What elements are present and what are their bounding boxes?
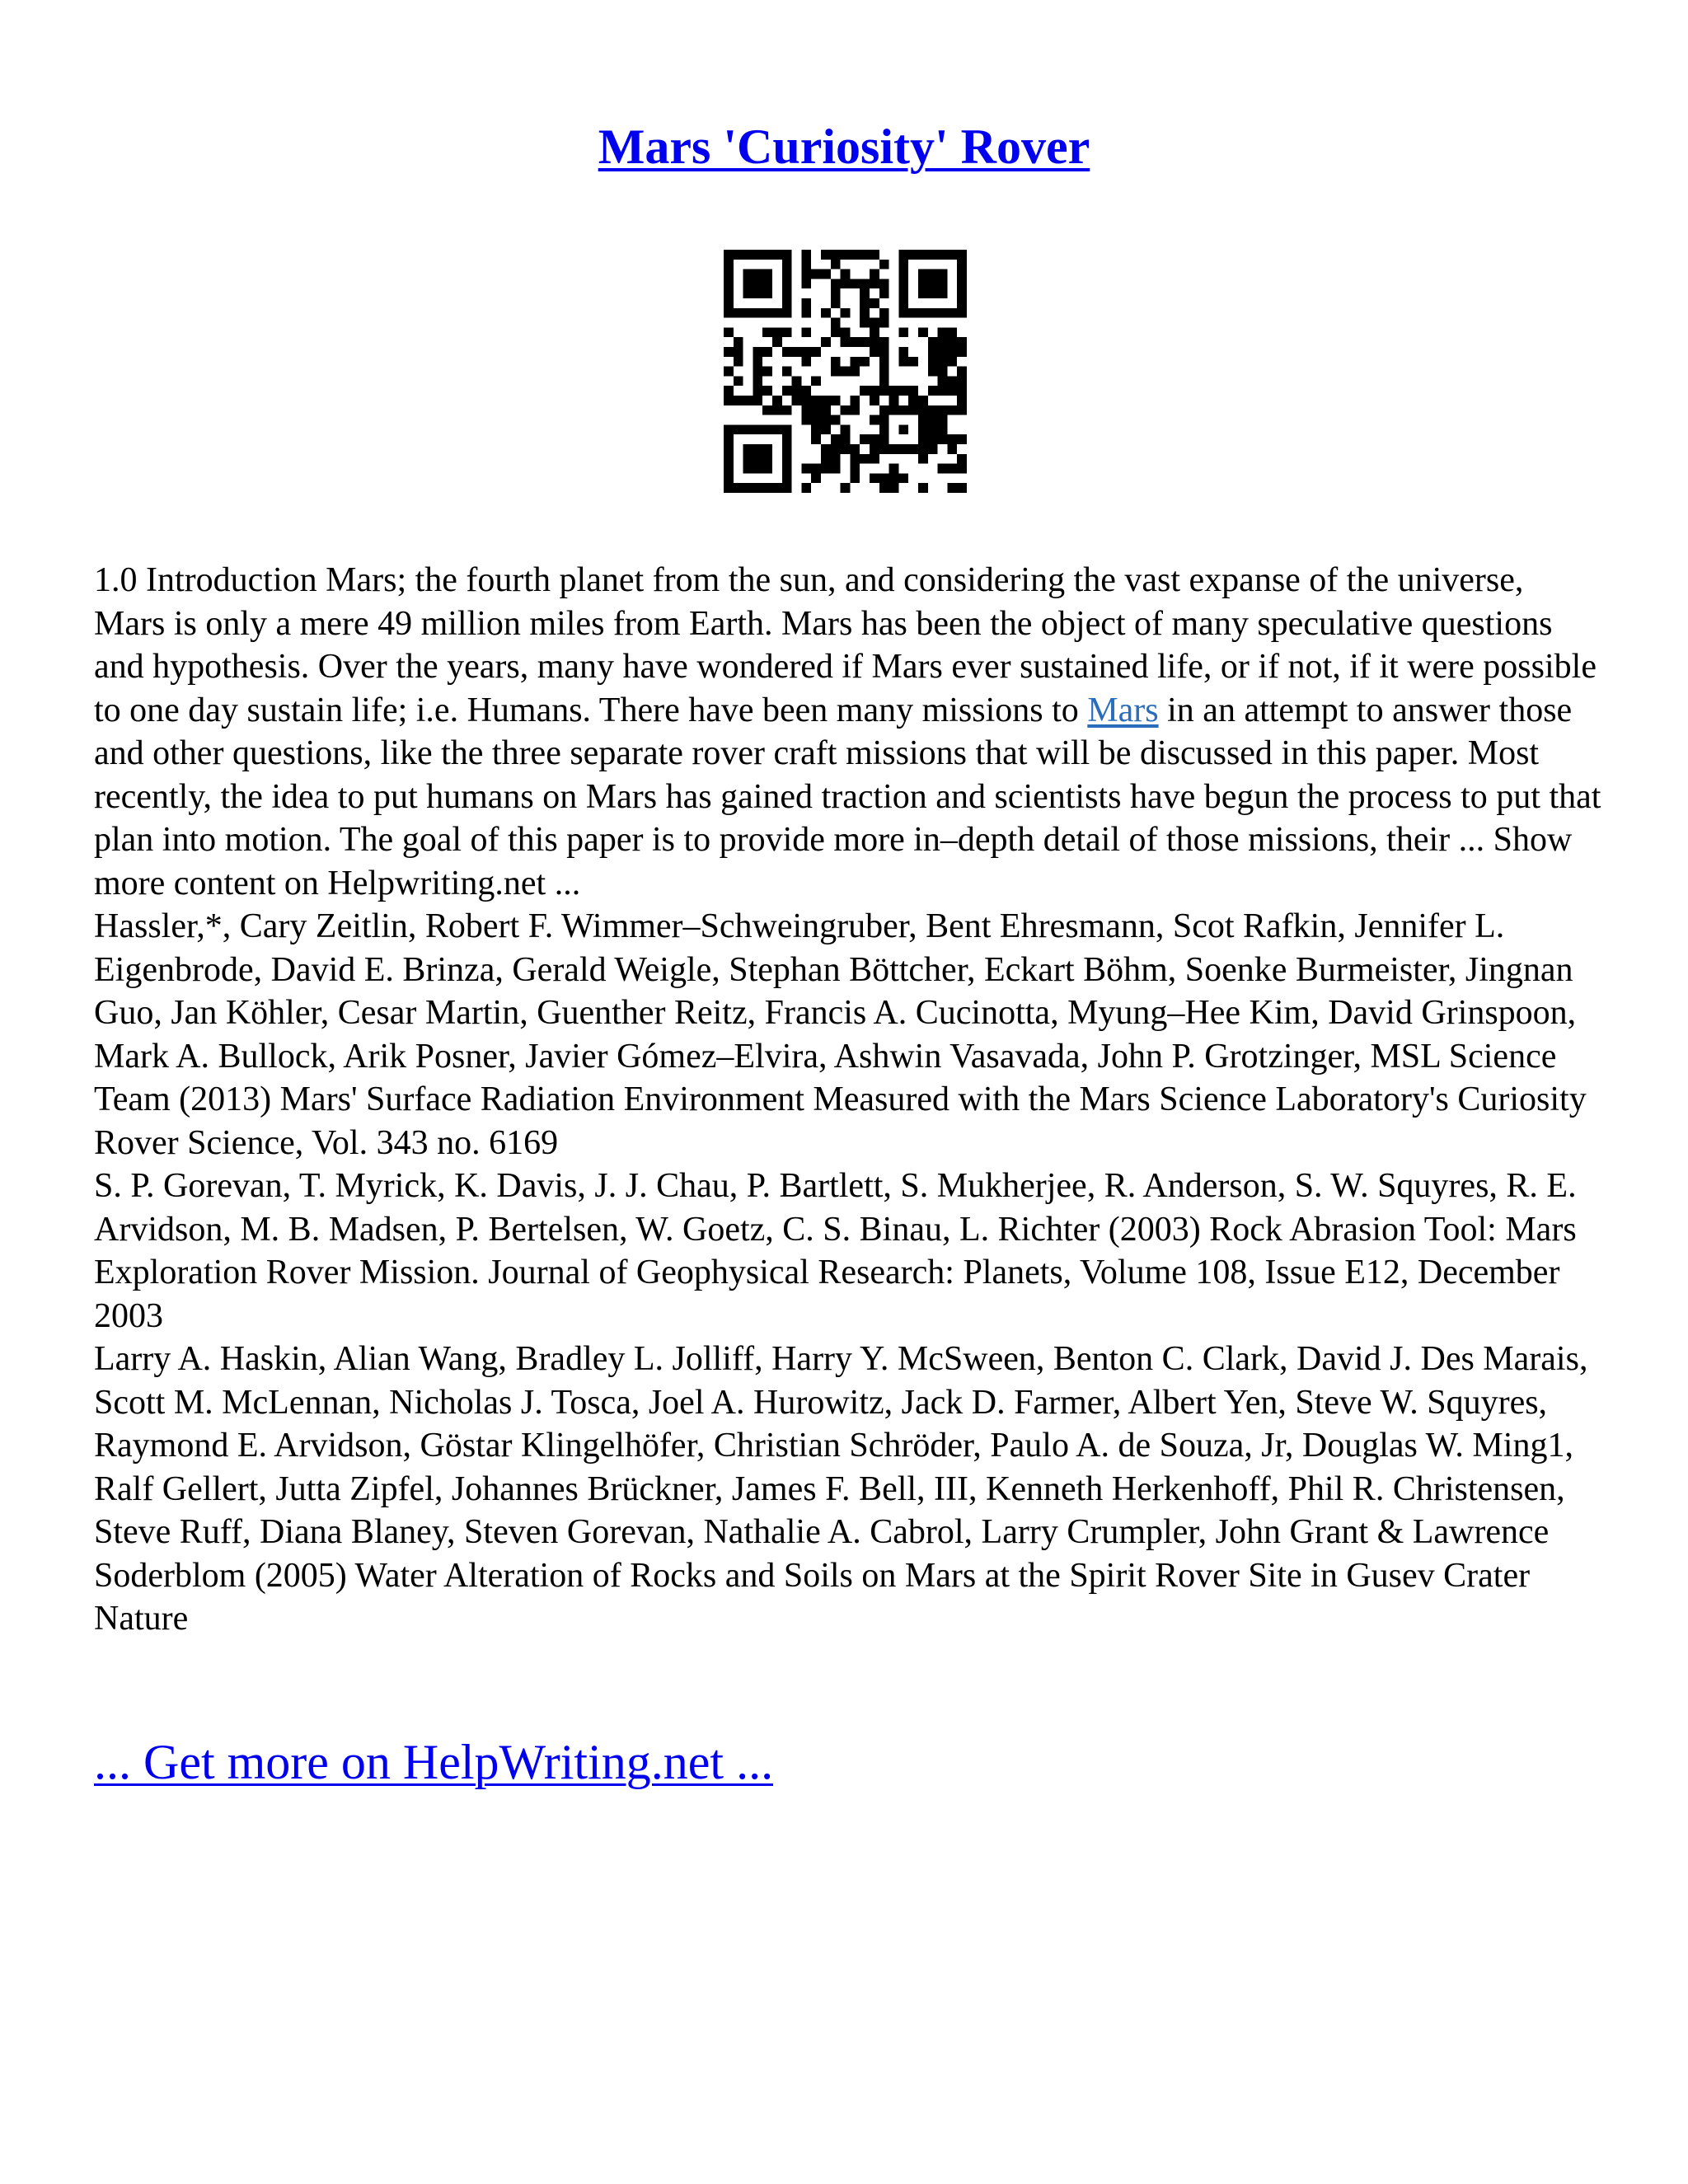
get-more-link[interactable]: ... Get more on HelpWriting.net ... [94, 1735, 774, 1789]
qr-code-icon [724, 250, 967, 493]
mars-link[interactable]: Mars [1087, 691, 1159, 729]
page-title [0, 114, 1688, 180]
article-body [94, 559, 1602, 1641]
title-link[interactable]: Mars 'Curiosity' Rover [598, 120, 1090, 174]
intro-paragraph [94, 559, 1602, 905]
intro-text-end: in an attempt to answer those and other questions, like the three separate rover craft missions that will be discussed in this paper. Most recently, the idea to put humans on Mars has gained traction and scientists have begun the process to put that plan into motion. The goal of this paper is to provide more in–depth detail of those missions, their ... Show more content on Helpwriting.net ... [94, 691, 1601, 902]
reference-item: Hassler,*, Cary Zeitlin, Robert F. Wimmer–Schweingruber, Bent Ehresmann, Scot Rafkin, Jennifer L. Eigenbrode, David E. Brinza, Gerald Weigle, Stephan Böttcher, Eckart Böhm, Soenke Burmeister, Jingnan Guo, Jan Köhler, Cesar Martin, Guenther Reitz, Francis A. Cucinotta, Myung–Hee Kim, David Grinspoon, Mark A. Bullock, Arik Posner, Javier Gómez–Elvira, Ashwin Vasavada, John P. Grotzinger, MSL Science Team (2013) Mars' Surface Radiation Environment Measured with the Mars Science Laboratory's Curiosity Rover Science, Vol. 343 no. 6169 [94, 907, 1587, 1162]
get-more-paragraph [94, 1729, 773, 1795]
reference-item: S. P. Gorevan, T. Myrick, K. Davis, J. J. Chau, P. Bartlett, S. Mukherjee, R. Anderson, S. W. Squyres, R. E. Arvidson, M. B. Madsen, P. Bertelsen, W. Goetz, C. S. Binau, L. Richter (2003) Rock Abrasion Tool: Mars Exploration Rover Mission. Journal of Geophysical Research: Planets, Volume 108, Issue E12, December 2003 [94, 1167, 1577, 1335]
reference-item: Larry A. Haskin, Alian Wang, Bradley L. Jolliff, Harry Y. McSween, Benton C. Clark, David J. Des Marais, Scott M. McLennan, Nicholas J. Tosca, Joel A. Hurowitz, Jack D. Farmer, Albert Yen, Steve W. Squyres, Raymond E. Arvidson, Göstar Klingelhöfer, Christian Schröder, Paulo A. de Souza, Jr, Douglas W. Ming1, Ralf Gellert, Jutta Zipfel, Johannes Brückner, James F. Bell, III, Kenneth Herkenhoff, Phil R. Christensen, Steve Ruff, Diana Blaney, Steven Gorevan, Nathalie A. Cabrol, Larry Crumpler, John Grant & Lawrence Soderblom (2005) Water Alteration of Rocks and Soils on Mars at the Spirit Rover Site in Gusev Crater Nature [94, 1340, 1588, 1638]
intro-text-start: 1.0 Introduction Mars; the fourth planet from the sun, and considering the vast expanse of the universe, Mars is only a mere 49 million miles from Earth. Mars has been the object of many speculative questions and hypothesis. Over the years, many have wondered if Mars ever sustained life, or if not, if it were possible to one day sustain life; i.e. Humans. There have been many missions to [94, 561, 1597, 729]
